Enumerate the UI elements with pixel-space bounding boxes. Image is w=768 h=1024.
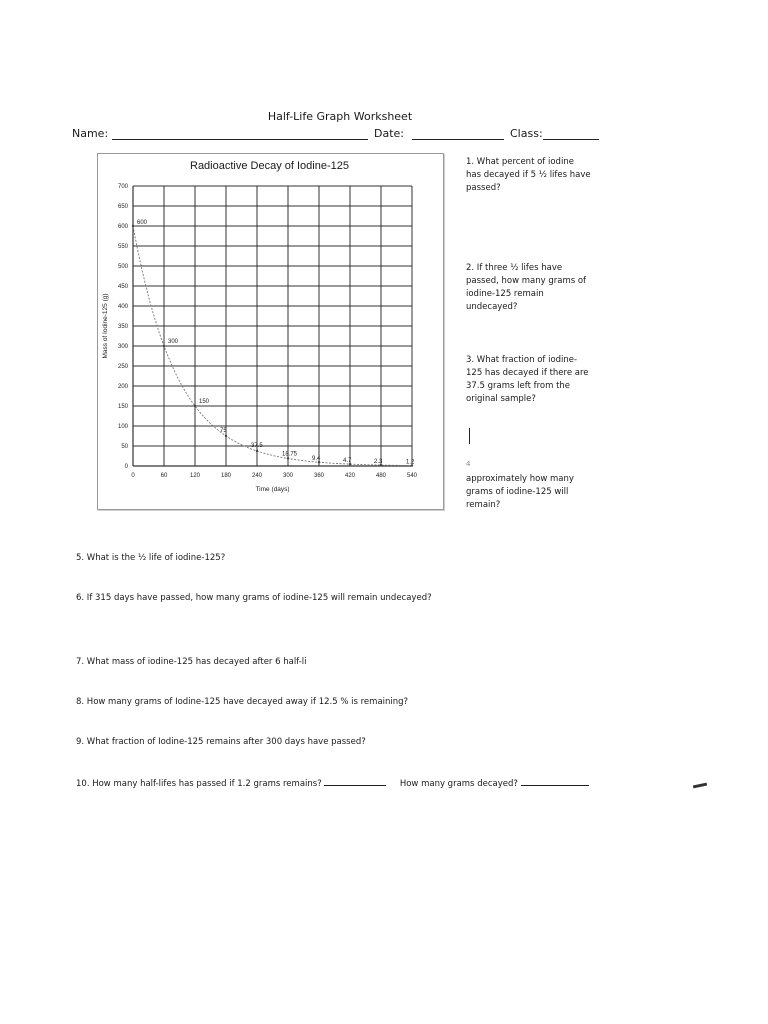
x-tick-label: 540 — [406, 473, 418, 479]
data-label: 4.7 — [343, 458, 352, 465]
class-field[interactable] — [543, 139, 599, 140]
x-tick-label: 120 — [189, 473, 201, 479]
question-10 — [76, 777, 589, 789]
question-7: 7. What mass of iodine-125 has decayed after 6 half-li — [76, 657, 307, 667]
question-4: approximately how many grams of iodine-125 will remain? — [466, 474, 574, 510]
question-10-part1: 10. How many half-lifes has passed if 1.2 grams remains? — [76, 779, 322, 789]
question-2: 2. If three ½ lifes have passed, how many grams of iodine-125 remain undecayed? — [466, 263, 587, 312]
data-label: 150 — [199, 399, 210, 405]
y-tick-label: 650 — [117, 204, 128, 210]
chart-labels — [137, 220, 415, 466]
question-3: 3. What fraction of iodine-125 has decayed if there are 37.5 grams left from the original sample? — [466, 355, 589, 404]
question-4-number: 4 — [466, 460, 471, 468]
y-tick-label: 700 — [117, 184, 128, 190]
x-tick-label: 420 — [344, 473, 356, 479]
data-point — [194, 405, 196, 407]
x-tick-label: 360 — [313, 473, 325, 479]
name-field[interactable] — [112, 139, 368, 140]
pen-mark — [693, 783, 707, 789]
data-label: 9.4 — [312, 456, 321, 463]
data-label: 75 — [220, 428, 227, 434]
data-label: 2.3 — [374, 459, 383, 466]
y-tick-label: 250 — [117, 364, 128, 370]
question-9: 9. What fraction of Iodine-125 remains after 300 days have passed? — [76, 737, 366, 747]
y-tick-label: 300 — [117, 344, 128, 350]
x-tick-label: 0 — [131, 473, 135, 479]
x-tick-label: 480 — [375, 473, 387, 479]
q10-answer-line-1[interactable] — [324, 777, 386, 786]
x-axis-title: Time (days) — [255, 486, 290, 493]
y-tick-label: 350 — [117, 324, 128, 330]
question-1: 1. What percent of iodine has decayed if 5 ½ lifes have passed? — [466, 157, 591, 193]
x-tick-label: 60 — [160, 473, 168, 479]
y-tick-label: 500 — [117, 264, 128, 270]
y-tick-label: 600 — [117, 224, 128, 230]
y-tick-label: 150 — [117, 404, 128, 410]
y-axis-title: Mass of Iodine-125 (g) — [102, 293, 109, 359]
x-tick-label: 240 — [251, 473, 263, 479]
y-tick-label: 450 — [117, 284, 128, 290]
data-point — [225, 435, 227, 437]
date-label: Date: — [374, 127, 404, 140]
decay-chart — [97, 176, 442, 498]
data-label: 600 — [137, 220, 148, 226]
text-cursor-mark — [469, 428, 470, 444]
question-10-part2: How many grams decayed? — [399, 779, 518, 789]
date-field[interactable] — [412, 139, 504, 140]
question-6: 6. If 315 days have passed, how many grams of iodine-125 will remain undecayed? — [76, 593, 432, 603]
y-tick-label: 200 — [117, 384, 128, 390]
x-tick-label: 300 — [282, 473, 294, 479]
data-label: 37.5 — [251, 443, 263, 449]
question-5: 5. What is the ½ life of iodine-125? — [76, 553, 226, 563]
y-tick-label: 50 — [121, 444, 128, 450]
data-label: 18.75 — [282, 451, 298, 458]
chart-grid — [133, 186, 412, 466]
q10-answer-line-2[interactable] — [521, 777, 589, 786]
data-point — [163, 345, 165, 347]
data-point — [132, 225, 134, 227]
data-label: 300 — [168, 339, 179, 345]
y-tick-label: 400 — [117, 304, 128, 310]
question-8: 8. How many grams of Iodine-125 have decayed away if 12.5 % is remaining? — [76, 697, 409, 707]
chart-title: Radioactive Decay of Iodine-125 — [190, 160, 349, 172]
data-point — [256, 450, 258, 452]
y-tick-label: 550 — [117, 244, 128, 250]
y-tick-label: 100 — [117, 424, 128, 430]
worksheet-title: Half-Life Graph Worksheet — [267, 110, 413, 123]
data-label: 1.2 — [406, 459, 415, 466]
class-label: Class: — [510, 127, 543, 140]
x-tick-label: 180 — [220, 473, 232, 479]
name-label: Name: — [72, 127, 109, 140]
y-tick-label: 0 — [124, 464, 128, 470]
data-point — [287, 457, 289, 459]
